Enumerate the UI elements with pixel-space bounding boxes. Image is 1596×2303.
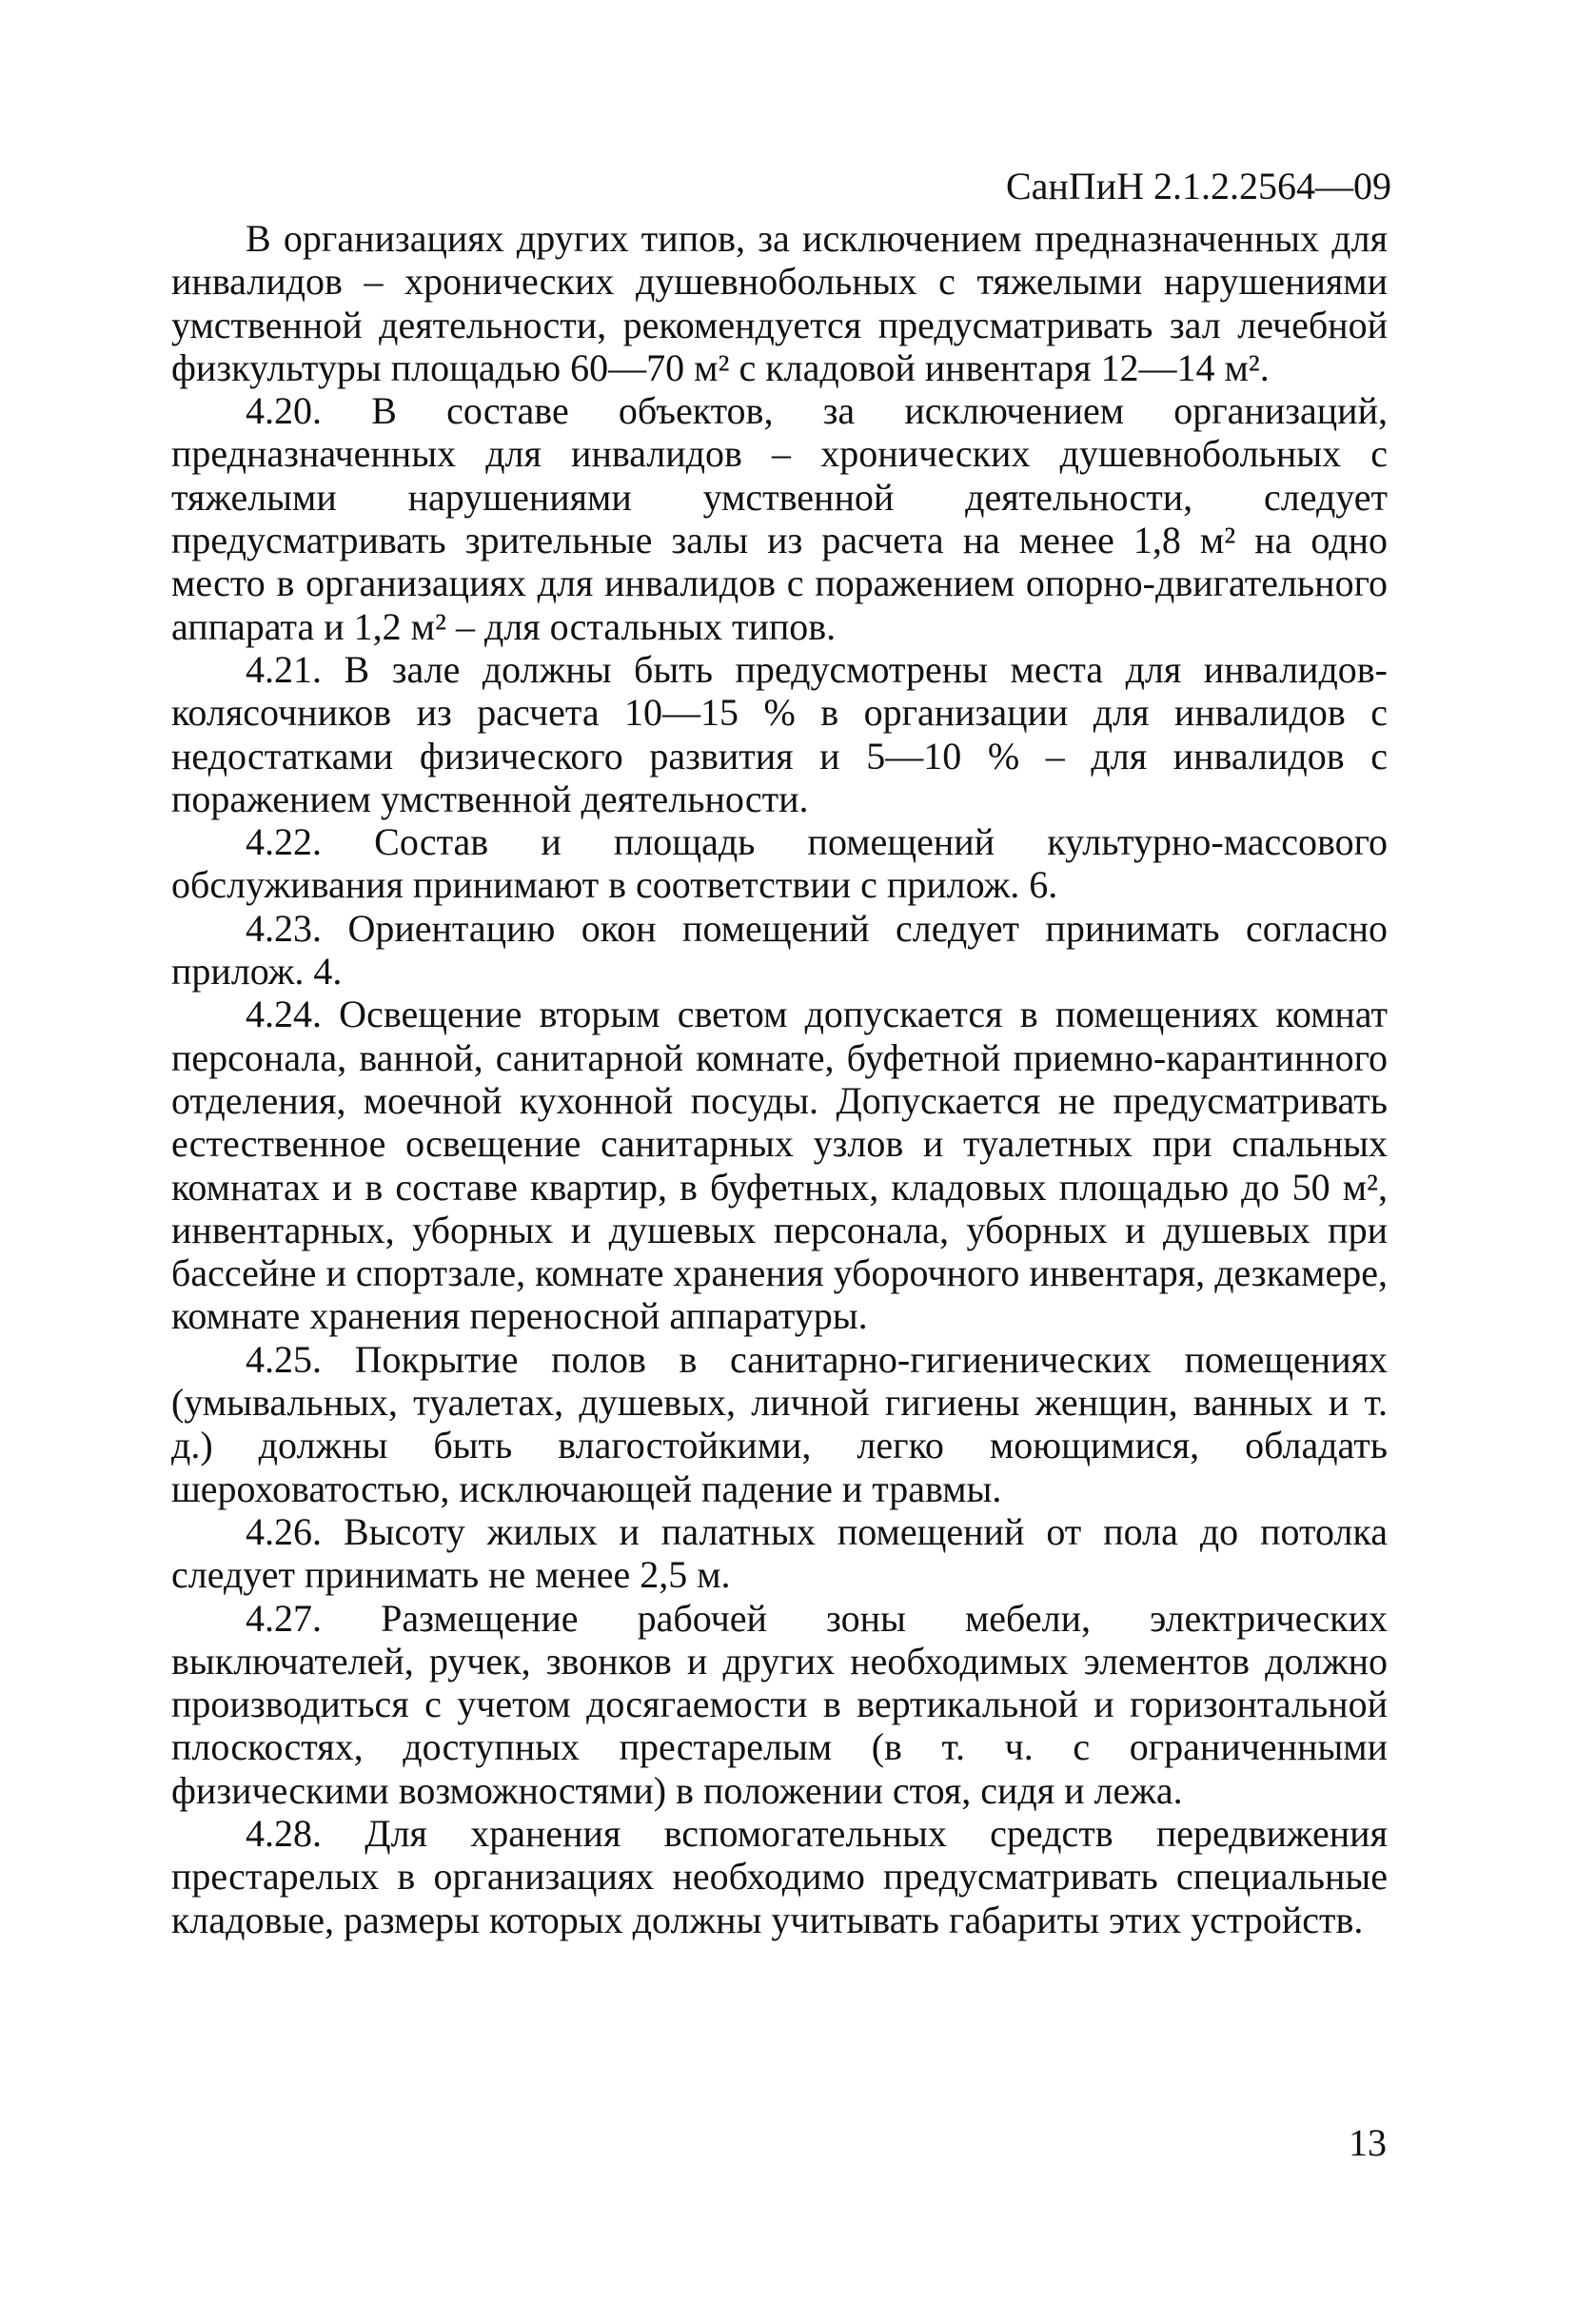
paragraph-4-25: 4.25. Покрытие полов в санитарно-гигиенических помещениях (умывальных, туалетах, душевых, личной гигиены женщин, ванных и т. д.) должны быть влагостойкими, легко моющимися, обладать шероховатостью, исключающей падение и травмы. bbox=[171, 1337, 1388, 1510]
paragraph-4-28: 4.28. Для хранения вспомогательных средств передвижения престарелых в организациях необходимо предусматривать специальные кладовые, размеры которых должны учитывать габариты этих устройств. bbox=[171, 1811, 1388, 1941]
paragraph-4-27: 4.27. Размещение рабочей зоны мебели, электрических выключателей, ручек, звонков и других необходимых элементов должно производиться с учетом досягаемости в вертикальной и горизонтальной плоскостях, доступных престарелым (в т. ч. с ограниченными физическими возможностями) в положении стоя, сидя и лежа. bbox=[171, 1596, 1388, 1812]
paragraph-4-20: 4.20. В составе объектов, за исключением организаций, предназначенных для инвалидов – хронических душевнобольных с тяжелыми нарушениями умственной деятельности, следует предусматривать зрительные залы из расчета на менее 1,8 м² на одно место в организациях для инвалидов с поражением опорно-двигательного аппарата и 1,2 м² – для остальных типов. bbox=[171, 389, 1388, 648]
paragraph-4-21: 4.21. В зале должны быть предусмотрены места для инвалидов-колясочников из расчета 10—15 % в организации для инвалидов с недостатками физического развития и 5—10 % – для инвалидов с поражением умственной деятельности. bbox=[171, 647, 1388, 820]
paragraph-intro: В организациях других типов, за исключением предназначенных для инвалидов – хронических душевнобольных с тяжелыми нарушениями умственной деятельности, рекомендуется предусматривать зал лечебной физкультуры площадью 60—70 м² с кладовой инвентаря 12—14 м². bbox=[171, 217, 1388, 389]
running-header: СанПиН 2.1.2.2564—09 bbox=[1005, 165, 1391, 207]
body-text bbox=[171, 217, 1388, 1941]
paragraph-4-22: 4.22. Состав и площадь помещений культурно-массового обслуживания принимают в соответствии с прилож. 6. bbox=[171, 820, 1388, 907]
paragraph-4-23: 4.23. Ориентацию окон помещений следует принимать согласно прилож. 4. bbox=[171, 906, 1388, 994]
paragraph-4-24: 4.24. Освещение вторым светом допускается в помещениях комнат персонала, ванной, санитарной комнате, буфетной приемно-карантинного отделения, моечной кухонной посуды. Допускается не предусматривать естественное освещение санитарных узлов и туалетных при спальных комнатах и в составе квартир, в буфетных, кладовых площадью до 50 м², инвентарных, уборных и душевых персонала, уборных и душевых при бассейне и спортзале, комнате хранения уборочного инвентаря, дезкамере, комнате хранения переносной аппаратуры. bbox=[171, 993, 1388, 1338]
page-number: 13 bbox=[1349, 2121, 1387, 2164]
paragraph-4-26: 4.26. Высоту жилых и палатных помещений от пола до потолка следует принимать не менее 2,5 м. bbox=[171, 1509, 1388, 1597]
